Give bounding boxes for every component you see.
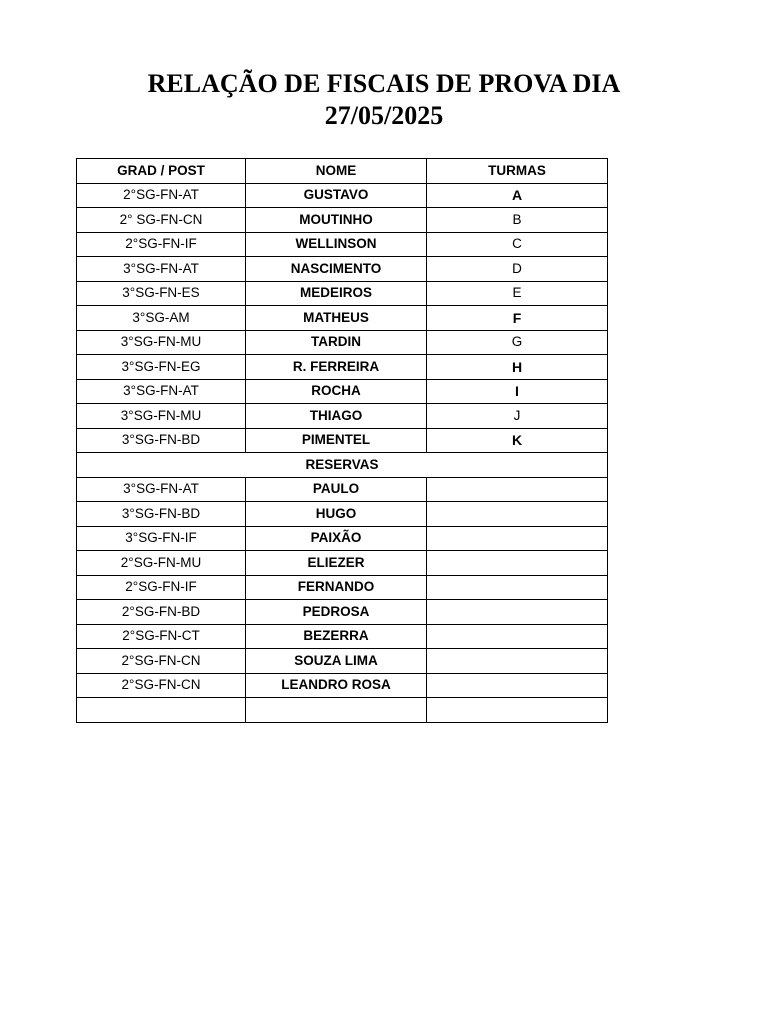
reserve-row — [77, 575, 608, 600]
reserves-section — [77, 453, 608, 478]
table-row — [77, 257, 608, 282]
turma-cell: I — [427, 379, 608, 404]
reserve-row — [77, 477, 608, 502]
table-row — [77, 183, 608, 208]
grad-post-cell: 2°SG-FN-CN — [77, 673, 246, 698]
turma-cell: G — [427, 330, 608, 355]
grad-post-cell: 3°SG-FN-BD — [77, 502, 246, 527]
nome-cell: NASCIMENTO — [246, 257, 427, 282]
grad-post-cell: 3°SG-FN-MU — [77, 404, 246, 429]
reserves-rows — [77, 477, 608, 698]
turma-cell: F — [427, 306, 608, 331]
turma-cell: B — [427, 208, 608, 233]
table-row — [77, 281, 608, 306]
turma-cell: A — [427, 183, 608, 208]
grad-post-cell: 3°SG-FN-BD — [77, 428, 246, 453]
turma-cell — [427, 477, 608, 502]
turma-cell: K — [427, 428, 608, 453]
turma-cell: E — [427, 281, 608, 306]
table-row — [77, 355, 608, 380]
blank-cell — [77, 698, 246, 723]
reserves-header-row — [77, 453, 608, 478]
table-row — [77, 306, 608, 331]
turma-cell — [427, 551, 608, 576]
grad-post-cell: 2°SG-FN-AT — [77, 183, 246, 208]
reserve-row — [77, 526, 608, 551]
grad-post-cell: 2°SG-FN-MU — [77, 551, 246, 576]
page-title — [0, 68, 768, 132]
grad-post-cell: 3°SG-FN-EG — [77, 355, 246, 380]
reserve-row — [77, 673, 608, 698]
nome-cell: MEDEIROS — [246, 281, 427, 306]
turma-cell — [427, 526, 608, 551]
grad-post-cell: 3°SG-FN-AT — [77, 477, 246, 502]
reserve-row — [77, 502, 608, 527]
nome-cell: HUGO — [246, 502, 427, 527]
nome-cell: THIAGO — [246, 404, 427, 429]
turma-cell: D — [427, 257, 608, 282]
turma-cell — [427, 673, 608, 698]
grad-post-cell: 3°SG-AM — [77, 306, 246, 331]
reserve-row — [77, 600, 608, 625]
nome-cell: PIMENTEL — [246, 428, 427, 453]
grad-post-cell: 2°SG-FN-IF — [77, 232, 246, 257]
grad-post-cell: 2°SG-FN-IF — [77, 575, 246, 600]
table-row — [77, 428, 608, 453]
fiscais-rows — [77, 183, 608, 453]
turma-cell: H — [427, 355, 608, 380]
grad-post-cell: 2°SG-FN-CT — [77, 624, 246, 649]
turma-cell — [427, 502, 608, 527]
blank-section — [77, 698, 608, 723]
grad-post-cell: 2°SG-FN-CN — [77, 649, 246, 674]
column-header-turmas: TURMAS — [427, 159, 608, 184]
nome-cell: FERNANDO — [246, 575, 427, 600]
blank-cell — [246, 698, 427, 723]
fiscais-table — [76, 158, 608, 723]
grad-post-cell: 3°SG-FN-IF — [77, 526, 246, 551]
table-row — [77, 232, 608, 257]
nome-cell: MATHEUS — [246, 306, 427, 331]
turma-cell — [427, 575, 608, 600]
table-row — [77, 379, 608, 404]
grad-post-cell: 3°SG-FN-AT — [77, 379, 246, 404]
table-row — [77, 330, 608, 355]
nome-cell: PAIXÃO — [246, 526, 427, 551]
nome-cell: TARDIN — [246, 330, 427, 355]
nome-cell: BEZERRA — [246, 624, 427, 649]
nome-cell: WELLINSON — [246, 232, 427, 257]
nome-cell: ROCHA — [246, 379, 427, 404]
grad-post-cell: 3°SG-FN-AT — [77, 257, 246, 282]
page-title-line-1: RELAÇÃO DE FISCAIS DE PROVA DIA — [147, 69, 621, 98]
turma-cell: C — [427, 232, 608, 257]
blank-row — [77, 698, 608, 723]
nome-cell: R. FERREIRA — [246, 355, 427, 380]
column-header-nome: NOME — [246, 159, 427, 184]
table-row — [77, 208, 608, 233]
turma-cell: J — [427, 404, 608, 429]
grad-post-cell: 3°SG-FN-ES — [77, 281, 246, 306]
nome-cell: ELIEZER — [246, 551, 427, 576]
nome-cell: PEDROSA — [246, 600, 427, 625]
reserve-row — [77, 624, 608, 649]
turma-cell — [427, 624, 608, 649]
column-header-grad-post: GRAD / POST — [77, 159, 246, 184]
table-header-row — [77, 159, 608, 184]
turma-cell — [427, 649, 608, 674]
nome-cell: GUSTAVO — [246, 183, 427, 208]
page-title-date: 27/05/2025 — [324, 101, 444, 130]
grad-post-cell: 2° SG-FN-CN — [77, 208, 246, 233]
reserve-row — [77, 649, 608, 674]
grad-post-cell: 3°SG-FN-MU — [77, 330, 246, 355]
blank-cell — [427, 698, 608, 723]
reserves-label: RESERVAS — [77, 453, 608, 478]
nome-cell: LEANDRO ROSA — [246, 673, 427, 698]
reserve-row — [77, 551, 608, 576]
turma-cell — [427, 600, 608, 625]
table-row — [77, 404, 608, 429]
nome-cell: MOUTINHO — [246, 208, 427, 233]
grad-post-cell: 2°SG-FN-BD — [77, 600, 246, 625]
nome-cell: SOUZA LIMA — [246, 649, 427, 674]
nome-cell: PAULO — [246, 477, 427, 502]
